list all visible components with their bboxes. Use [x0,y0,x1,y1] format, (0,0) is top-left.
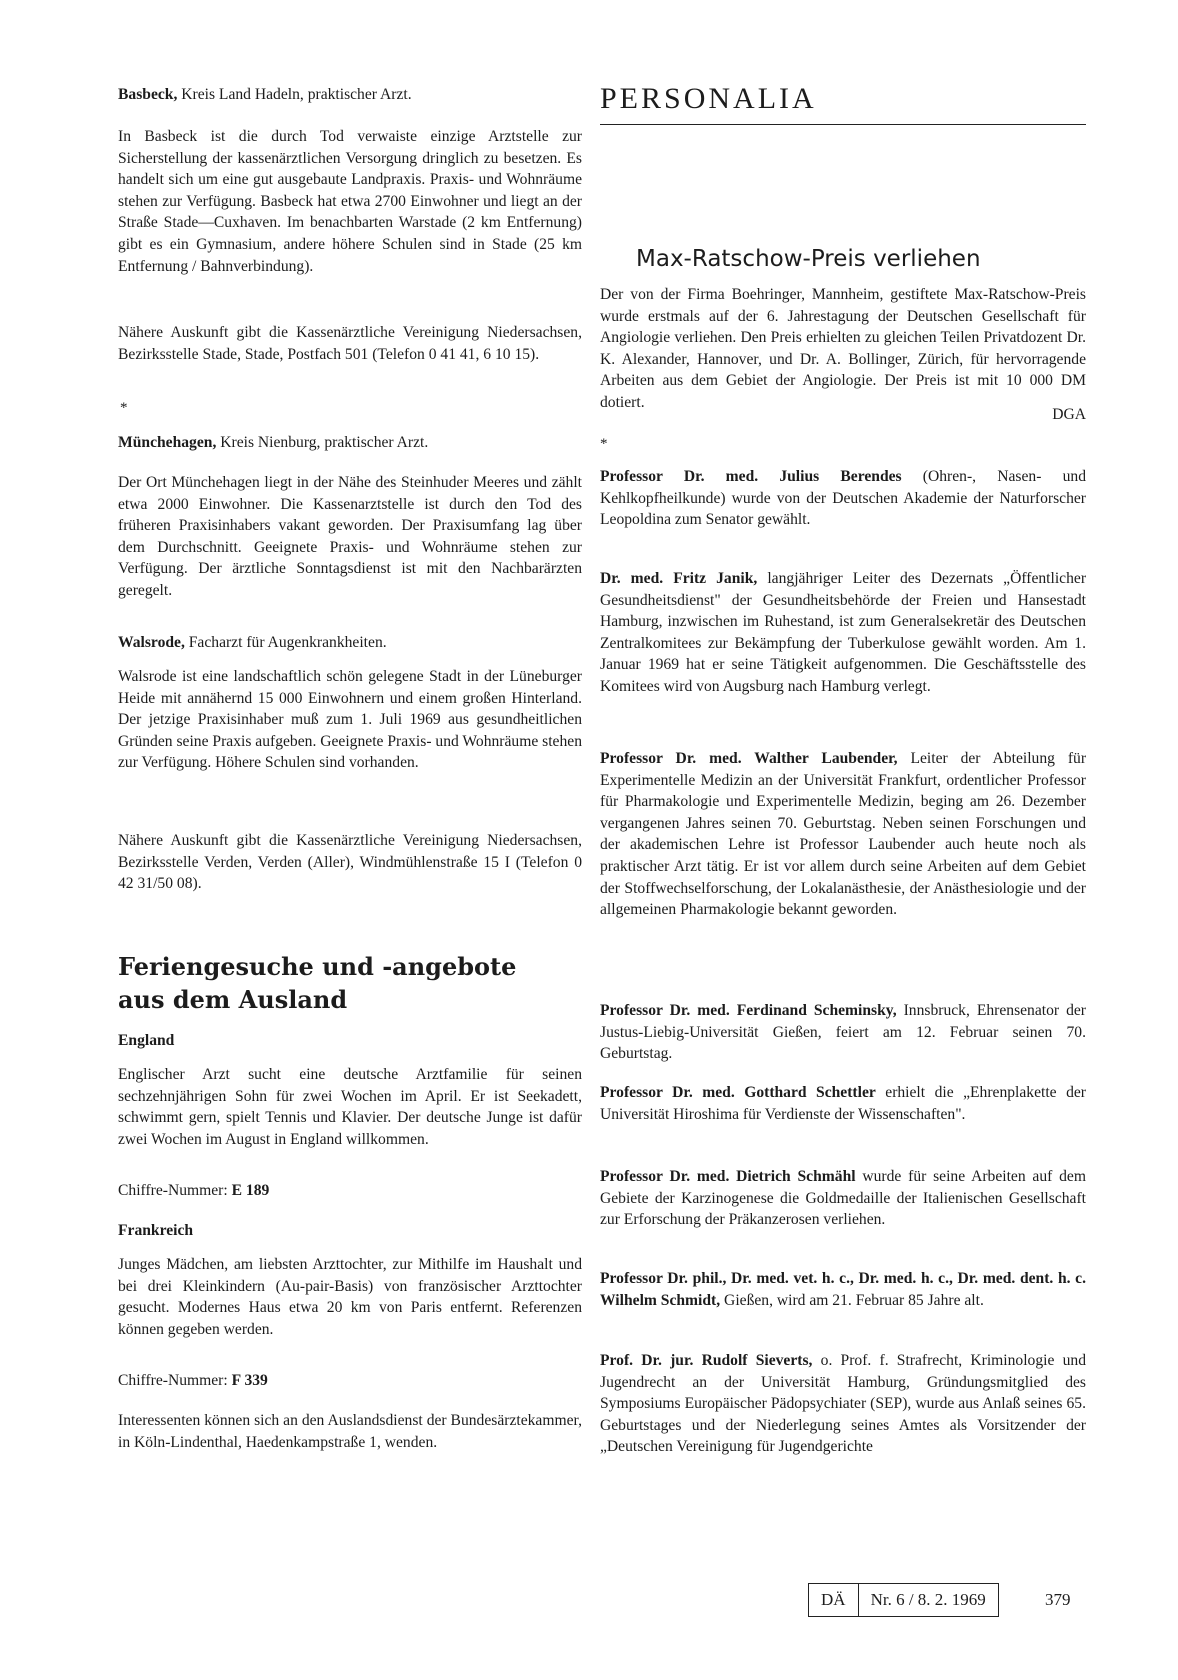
person-name: Prof. Dr. jur. Rudolf Sieverts, [600,1352,813,1369]
heading-detail: Facharzt für Augenkrankheiten. [184,634,387,651]
frankreich-text: Junges Mädchen, am liebsten Arzttochter, zur Mithilfe im Haushalt und bei drei Kleinkindern (Au-pair-Basis) von französischer Arzttochter gesucht. Modernes Haus etwa 20 km von Paris entfernt. Referenzen können gegeben werden. [118,1256,582,1338]
schmaehl-entry [600,1166,1086,1231]
frankreich-heading: Frankreich [118,1222,194,1239]
berendes-entry [600,466,1086,531]
entry-text: Gießen, wird am 21. Februar 85 Jahre alt. [720,1291,984,1309]
ratschow-text [600,284,1086,414]
walsrode-contact: Nähere Auskunft gibt die Kassenärztliche Vereinigung Niedersachsen, Bezirksstelle Verden, Verden (Aller), Windmühlenstraße 15 I (Telefon 0 42 31/50 08). [118,832,582,893]
person-name: Dr. med. Fritz Janik, [600,570,758,587]
heading-detail: Kreis Land Hadeln, praktischer Arzt. [177,86,412,103]
page-number: 379 [1045,1590,1071,1609]
walsrode-heading [118,632,582,654]
separator-star: * [120,400,128,416]
entry-text: erhielt die „Ehrenplakette der Universität Hiroshima für Verdienste der Wissenschaften". [600,1084,1086,1123]
schettler-entry [600,1082,1086,1125]
personalia-heading: PERSONALIA [600,82,817,115]
ferien-title-line-2: aus dem Ausland [118,985,348,1014]
sieverts-entry [600,1350,1086,1458]
walsrode-text: Walsrode ist eine landschaftlich schön gelegene Stadt in der Lüneburger Heide mit annähernd 15 000 Einwohnern und einem großen Hinterland. Der jetzige Praxisinhaber muß zum 1. Juli 1969 aus gesundheitlichen Gründen seine Praxis aufgeben. Geeignete Praxis- und Wohnräume stehen zur Verfügung. Höhere Schulen sind vorhanden. [118,668,582,772]
ratschow-article-title: Max-Ratschow-Preis verliehen [636,246,981,272]
schmidt-entry [600,1268,1086,1311]
issue-box [808,1583,999,1617]
entry-text: wurde für seine Arbeiten auf dem Gebiete der Karzinogenese die Goldmedaille der Italienischen Gesellschaft zur Erforschung der Präkanzerosen verliehen. [600,1168,1086,1229]
entry-text: o. Prof. f. Strafrecht, Kriminologie und Jugendrecht an der Universität Hamburg, Gründungsmitglied des Symposiums Europäischer Pädopsychiater (SEP), wurde aus Anlaß seines 65. Geburtstages und der Niederlegung seines Amtes als Vorsitzender der „Deutschen Vereinigung für Jugendgerichte [600,1352,1087,1456]
basbeck-text: In Basbeck ist die durch Tod verwaiste einzige Arztstelle zur Sicherstellung der kassenärztlichen Versorgung dringlich zu besetzen. Es handelt sich um eine gut ausgebaute Landpraxis. Praxis- und Wohnräume stehen zur Verfügung. Basbeck hat etwa 2700 Einwohner und liegt an der Straße Stade—Cuxhaven. Im benachbarten Warstade (2 km Entfernung) gibt es ein Gymnasium, andere höhere Schulen sind in Stade (25 km Entfernung / Bahnverbindung). [118,128,582,275]
person-name: Professor Dr. med. Walther Laubender, [600,750,898,767]
chiffre-value: E 189 [231,1182,270,1199]
ratschow-body: Der von der Firma Boehringer, Mannheim, gestiftete Max-Ratschow-Preis wurde erstmals auf der 6. Jahrestagung der Deutschen Gesellschaft für Angiologie verliehen. Den Preis erhielten zu gleichen Teilen Privatdozent Dr. K. Alexander, Hannover, und Dr. A. Bollinger, Zürich, für hervorragende Arbeiten aus dem Gebiet der Angiologie. Der Preis ist mit 10 000 DM dotiert. [600,286,1086,411]
entry-text: (Ohren-, Nasen- und Kehlkopfheilkunde) wurde von der Deutschen Akademie der Naturforscher Leopoldina zum Senator gewählt. [600,468,1086,529]
person-name: Professor Dr. med. Julius Berendes [600,468,902,485]
england-heading: England [118,1032,175,1049]
issue-info: Nr. 6 / 8. 2. 1969 [858,1584,998,1616]
ferien-title-line-1: Feriengesuche und -angebote [118,952,517,981]
heading-rule [600,124,1086,125]
separator-star: * [600,436,608,452]
basbeck-heading [118,84,582,106]
interessenten-text: Interessenten können sich an den Auslandsdienst der Bundesärztekammer, in Köln-Lindenthal, Haedenkampstraße 1, wenden. [118,1412,582,1451]
chiffre-label: Chiffre-Nummer: [118,1182,232,1199]
entry-text: langjähriger Leiter des Dezernats „Öffentlicher Gesundheitsdienst" der Gesundheitsbehörde der Freien und Hansestadt Hamburg, inzwischen im Ruhestand, ist zum Generalsekretär des Deutschen Zentralkomitees zur Bekämpfung der Tuberkulose gewählt worden. Am 1. Januar 1969 hat er seine Tätigkeit aufgenommen. Die Geschäftsstelle des Komitees wird von Augsburg nach Hamburg verlegt. [600,570,1087,695]
place-name: Basbeck, [118,86,178,103]
ferien-title [118,950,582,1016]
basbeck-contact: Nähere Auskunft gibt die Kassenärztliche Vereinigung Niedersachsen, Bezirksstelle Stade, Stade, Postfach 501 (Telefon 0 41 41, 6 10 15). [118,324,582,363]
laubender-entry [600,748,1086,921]
muenchehagen-text: Der Ort Münchehagen liegt in der Nähe des Steinhuder Meeres und zählt etwa 2000 Einwohner. Die Kassenarztstelle ist durch den Tod des früheren Praxisinhabers vakant geworden. Der Praxisumfang lag über dem Durchschnitt. Geeignete Praxis- und Wohnräume stehen zur Verfügung. Der ärztliche Sonntagsdienst ist mit den Nachbarärzten geregelt. [118,474,582,599]
chiffre-value: F 339 [231,1372,268,1389]
entry-text: Innsbruck, Ehrensenator der Justus-Liebig-Universität Gießen, feiert am 12. Februar seinen 70. Geburtstag. [600,1002,1086,1063]
chiffre-label: Chiffre-Nummer: [118,1372,232,1389]
ratschow-source: DGA [1052,406,1086,423]
journal-abbrev: DÄ [821,1590,846,1609]
scheminsky-entry [600,1000,1086,1065]
person-name: Professor Dr. med. Gotthard Schettler [600,1084,876,1101]
entry-text: Leiter der Abteilung für Experimentelle Medizin an der Universität Frankfurt, ordentlicher Professor für Pharmakologie und Experimentelle Medizin, beging am 26. Dezember vergangenen Jahres seinen 70. Geburtstag. Neben seinen Forschungen und der akademischen Lehre ist Professor Laubender auch heute noch als praktischer Arzt tätig. Er ist vor allem durch seine Arbeiten auf dem Gebiet der Stoffwechselforschung, der Lokalanästhesie, der Anästhesiologie und der allgemeinen Pharmakologie bekannt geworden. [600,750,1087,919]
place-name: Walsrode, [118,634,185,651]
england-text: Englischer Arzt sucht eine deutsche Arztfamilie für seinen sechzehnjährigen Sohn für zwei Wochen im April. Er ist Seekadett, schwimmt gern, spielt Tennis und Klavier. Der deutsche Junge ist dafür zwei Wochen im August in England willkommen. [118,1066,582,1148]
heading-detail: Kreis Nienburg, praktischer Arzt. [216,434,429,451]
frankreich-chiffre [118,1370,582,1392]
muenchehagen-heading [118,432,582,454]
england-chiffre [118,1180,582,1202]
janik-entry [600,568,1086,698]
person-name: Professor Dr. med. Ferdinand Scheminsky, [600,1002,897,1019]
place-name: Münchehagen, [118,434,217,451]
person-name: Professor Dr. med. Dietrich Schmähl [600,1168,856,1185]
person-name: Professor Dr. phil., Dr. med. vet. h. c., Dr. med. h. c., Dr. med. dent. h. c. Wilhelm Schmidt, [600,1270,1086,1309]
